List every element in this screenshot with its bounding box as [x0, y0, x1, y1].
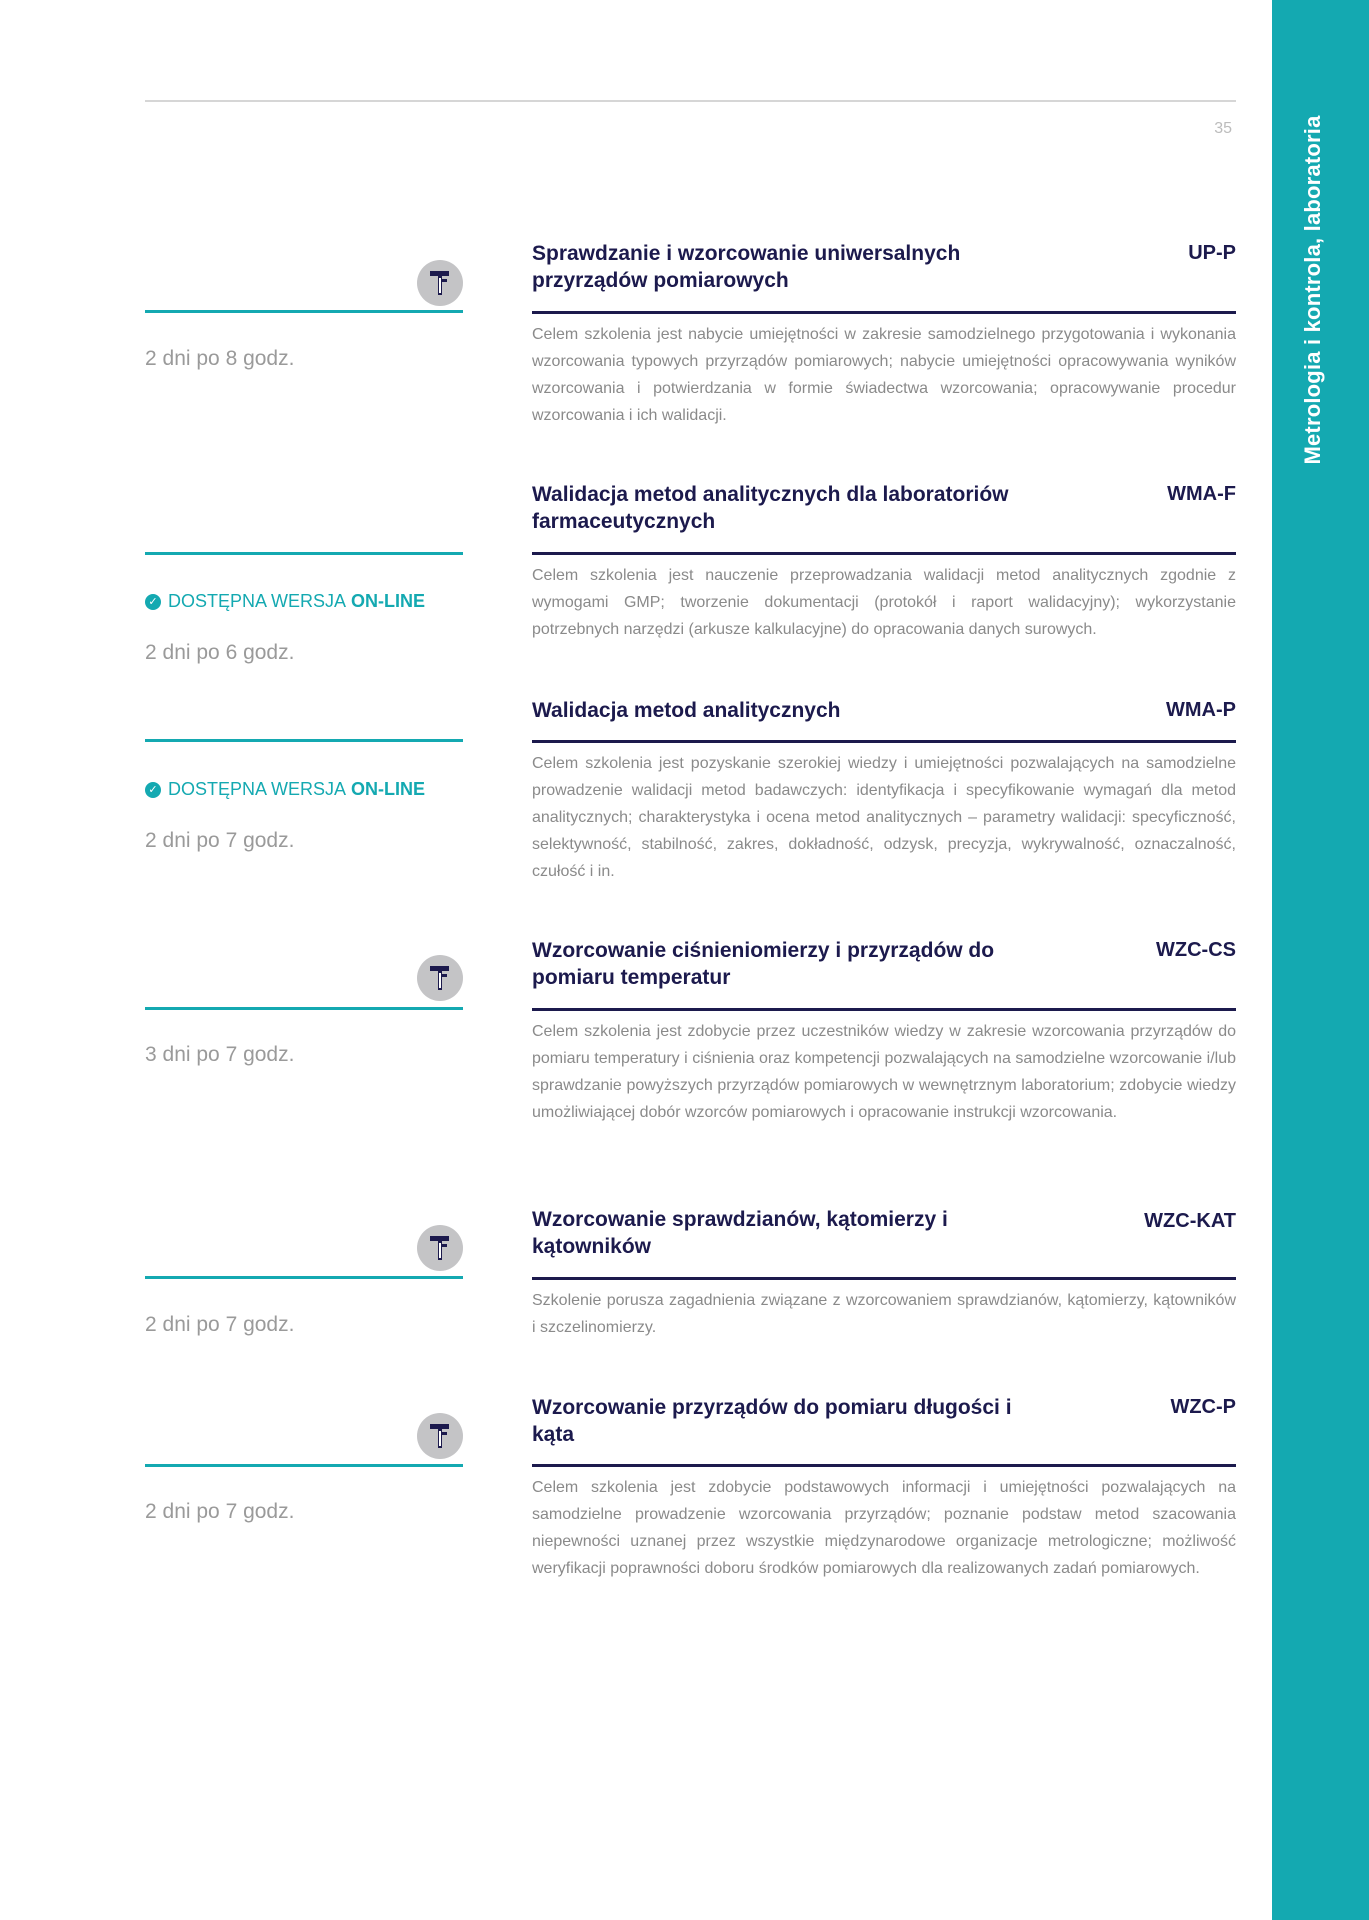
course-description: Celem szkolenia jest nabycie umiejętności w zakresie samodzielnego przygotowania i wykonania wzorcowania typowych przyrządów pomiarowych; nabycie umiejętności opracowywania wyników wzorcowania i potwierdzania w formie świadectwa wzorcowania; opracowywanie procedur wzorcowania i ich walidacji. — [532, 326, 1236, 424]
course-code: WMA-F — [1167, 483, 1236, 505]
course-description: Celem szkolenia jest nauczenie przeprowadzania walidacji metod analitycznych zgodnie z wymogami GMP; tworzenie dokumentacji (protokół i raport walidacyjny); wykorzystanie potrzebnych narzędzi (arkusze kalkulacyjne) do opracowania danych surowych. — [532, 567, 1236, 638]
course-code: WMA-P — [1166, 699, 1236, 721]
course-duration: 2 dni po 7 godz. — [145, 1313, 295, 1336]
course-code: UP-P — [1188, 242, 1236, 264]
course-title: Walidacja metod analitycznych — [532, 699, 841, 722]
title-rule — [532, 552, 1236, 555]
page-number: 35 — [1214, 120, 1232, 137]
course-description: Celem szkolenia jest pozyskanie szerokiej wiedzy i umiejętności pozwalających na samodzielne prowadzenie walidacji metod badawczych: identyfikacja i specyfikowanie wymagań dla metod analitycznych; charakterystyka i ocena metod analitycznych – parametry walidacji: specyficzność, selektywność, stabilność, zakres, dokładność, odzysk, precyzja, wykrywalność, oznaczalność, czułość i in. — [532, 755, 1236, 880]
course-divider — [145, 739, 463, 742]
title-rule — [532, 740, 1236, 743]
course-code: WZC-CS — [1156, 939, 1236, 961]
course-duration: 3 dni po 7 godz. — [145, 1043, 295, 1066]
title-rule — [532, 1464, 1236, 1467]
caliper-icon — [417, 955, 463, 1001]
course-title: Sprawdzanie i wzorcowanie uniwersalnych przyrządów pomiarowych — [532, 242, 961, 292]
course-divider — [145, 310, 463, 313]
caliper-icon — [417, 1225, 463, 1271]
online-badge-emphasis: ON-LINE — [351, 591, 426, 611]
course-duration: 2 dni po 8 godz. — [145, 347, 295, 370]
online-version-badge — [145, 779, 425, 800]
title-rule — [532, 1277, 1236, 1280]
section-title: Metrologia i kontrola, laboratoria — [1300, 115, 1325, 465]
course-duration: 2 dni po 6 godz. — [145, 641, 295, 664]
course-title: Walidacja metod analitycznych dla laboratoriów farmaceutycznych — [532, 483, 1009, 533]
caliper-icon — [417, 1413, 463, 1459]
check-circle-icon: ✓ — [145, 782, 161, 798]
title-rule — [532, 1008, 1236, 1011]
course-divider — [145, 1276, 463, 1279]
course-title: Wzorcowanie przyrządów do pomiaru długości i kąta — [532, 1396, 1012, 1446]
title-rule — [532, 311, 1236, 314]
online-badge-prefix: DOSTĘPNA WERSJA — [168, 591, 347, 611]
course-divider — [145, 552, 463, 555]
course-code: WZC-P — [1170, 1396, 1236, 1418]
course-title: Wzorcowanie sprawdzianów, kątomierzy i kątowników — [532, 1208, 948, 1258]
course-divider — [145, 1007, 463, 1010]
course-description: Celem szkolenia jest zdobycie podstawowych informacji i umiejętności pozwalających na samodzielne prowadzenie wzorcowania przyrządów; poznanie podstaw metod szacowania niepewności uznanej przez wszystkie międzynarodowe organizacje metrologiczne; możliwość weryfikacji poprawności doboru środków pomiarowych dla realizowanych zadań pomiarowych. — [532, 1479, 1236, 1577]
online-version-badge — [145, 591, 425, 612]
course-divider — [145, 1464, 463, 1467]
online-badge-emphasis: ON-LINE — [351, 779, 426, 799]
course-code: WZC-KAT — [1144, 1210, 1236, 1232]
course-duration: 2 dni po 7 godz. — [145, 1500, 295, 1523]
course-description: Celem szkolenia jest zdobycie przez uczestników wiedzy w zakresie wzorcowania przyrządów do pomiaru temperatury i ciśnienia oraz kompetencji pozwalających na samodzielne wzorcowanie i/lub sprawdzanie powyższych przyrządów pomiarowych w wewnętrznym laboratorium; zdobycie wiedzy umożliwiającej dobór wzorców pomiarowych i opracowanie instrukcji wzorcowania. — [532, 1023, 1236, 1121]
check-circle-icon: ✓ — [145, 594, 161, 610]
caliper-icon — [417, 260, 463, 306]
course-description: Szkolenie porusza zagadnienia związane z wzorcowaniem sprawdzianów, kątomierzy, kątowników i szczelinomierzy. — [532, 1292, 1236, 1336]
course-title: Wzorcowanie ciśnieniomierzy i przyrządów do pomiaru temperatur — [532, 939, 995, 989]
header-rule — [145, 100, 1236, 102]
online-badge-prefix: DOSTĘPNA WERSJA — [168, 779, 347, 799]
course-duration: 2 dni po 7 godz. — [145, 829, 295, 852]
